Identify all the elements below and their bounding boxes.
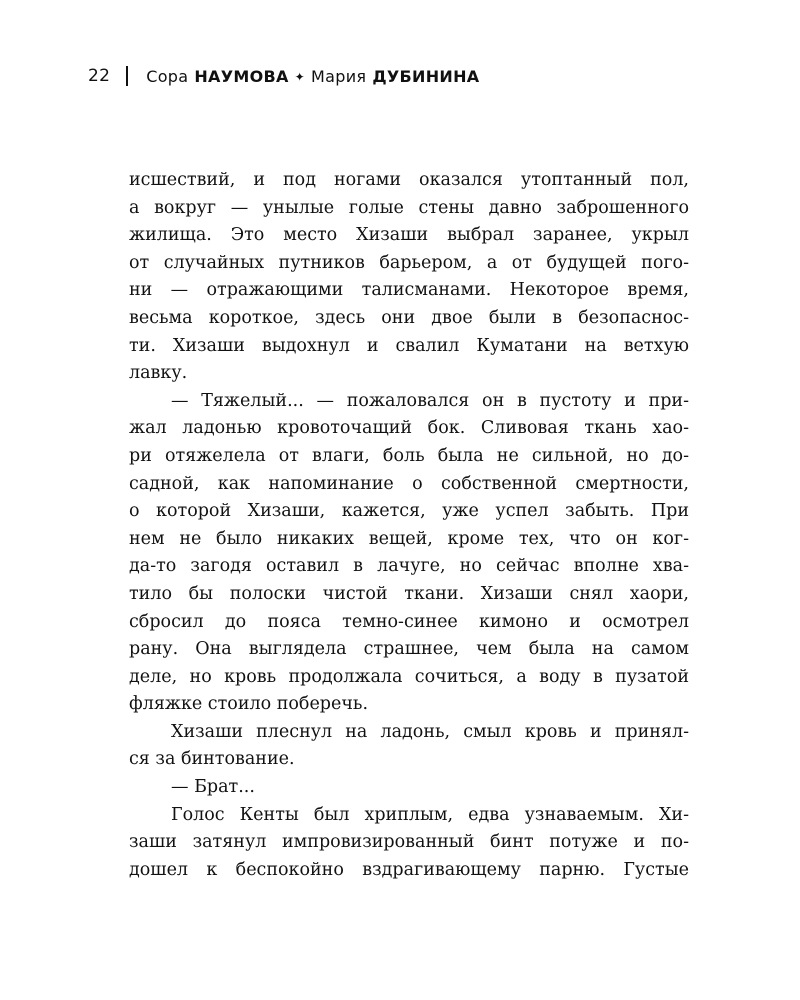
text-line: а вокруг — унылые голые стены давно заброшенного [129, 197, 689, 218]
text-line: ся за бинтование. [129, 749, 295, 770]
text-line: о которой Хизаши, кажется, уже успел забыть. При [129, 501, 689, 522]
author1-last-name: НАУМОВА [194, 66, 289, 86]
text-line: садной, как напоминание о собственной смертности, [129, 473, 689, 494]
author2-first-name: Мария [311, 66, 367, 86]
text-line: нем не было никаких вещей, кроме тех, что он ког- [129, 528, 689, 549]
text-line: от случайных путников барьером, а от будущей пого- [129, 252, 689, 273]
text-line: ни — отражающими талисманами. Некоторое время, [129, 280, 689, 301]
text-line: исшествий, и под ногами оказался утоптанный пол, [129, 170, 689, 190]
text-line: Голос Кенты был хриплым, едва узнаваемым. Хи- [171, 804, 689, 825]
header-divider [126, 66, 128, 86]
text-line: лавку. [129, 363, 188, 384]
text-line: рану. Она выглядела страшнее, чем была на самом [129, 639, 689, 660]
text-line: ри отяжелела от влаги, боль была не сильной, но до- [129, 445, 689, 466]
running-header [88, 62, 479, 90]
text-line: дошел к беспокойно вздрагивающему парню. Густые [129, 859, 689, 880]
text-line: жилища. Это место Хизаши выбрал заранее, укрыл [129, 225, 689, 246]
text-line: Хизаши плеснул на ладонь, смыл кровь и принял- [171, 721, 689, 742]
page-number: 22 [88, 66, 111, 86]
text-line: сбросил до пояса темно-синее кимоно и осмотрел [129, 611, 689, 632]
author2-last-name: ДУБИНИНА [372, 66, 480, 86]
text-line: — Тяжелый... — пожаловался он в пустоту и при- [171, 390, 689, 411]
text-line: весьма короткое, здесь они двое были в безопаснос- [129, 307, 689, 328]
text-line: жал ладонью кровоточащий бок. Сливовая ткань хао- [129, 418, 689, 439]
text-line: заши затянул импровизированный бинт потуже и по- [129, 832, 689, 853]
author-separator-star-icon: ✦ [294, 70, 306, 84]
text-line: фляжке стоило поберечь. [129, 694, 369, 715]
author1-first-name: Сора [146, 66, 189, 86]
text-line: ти. Хизаши выдохнул и свалил Куматани на ветхую [129, 335, 689, 356]
text-line: да-то загодя оставил в лачуге, но сейчас вполне хва- [129, 556, 689, 577]
text-line: деле, но кровь продолжала сочиться, а воду в пузатой [129, 666, 689, 687]
body-text [129, 167, 689, 884]
text-line: — Брат... [171, 777, 255, 798]
text-line: тило бы полоски чистой ткани. Хизаши снял хаори, [129, 583, 689, 604]
